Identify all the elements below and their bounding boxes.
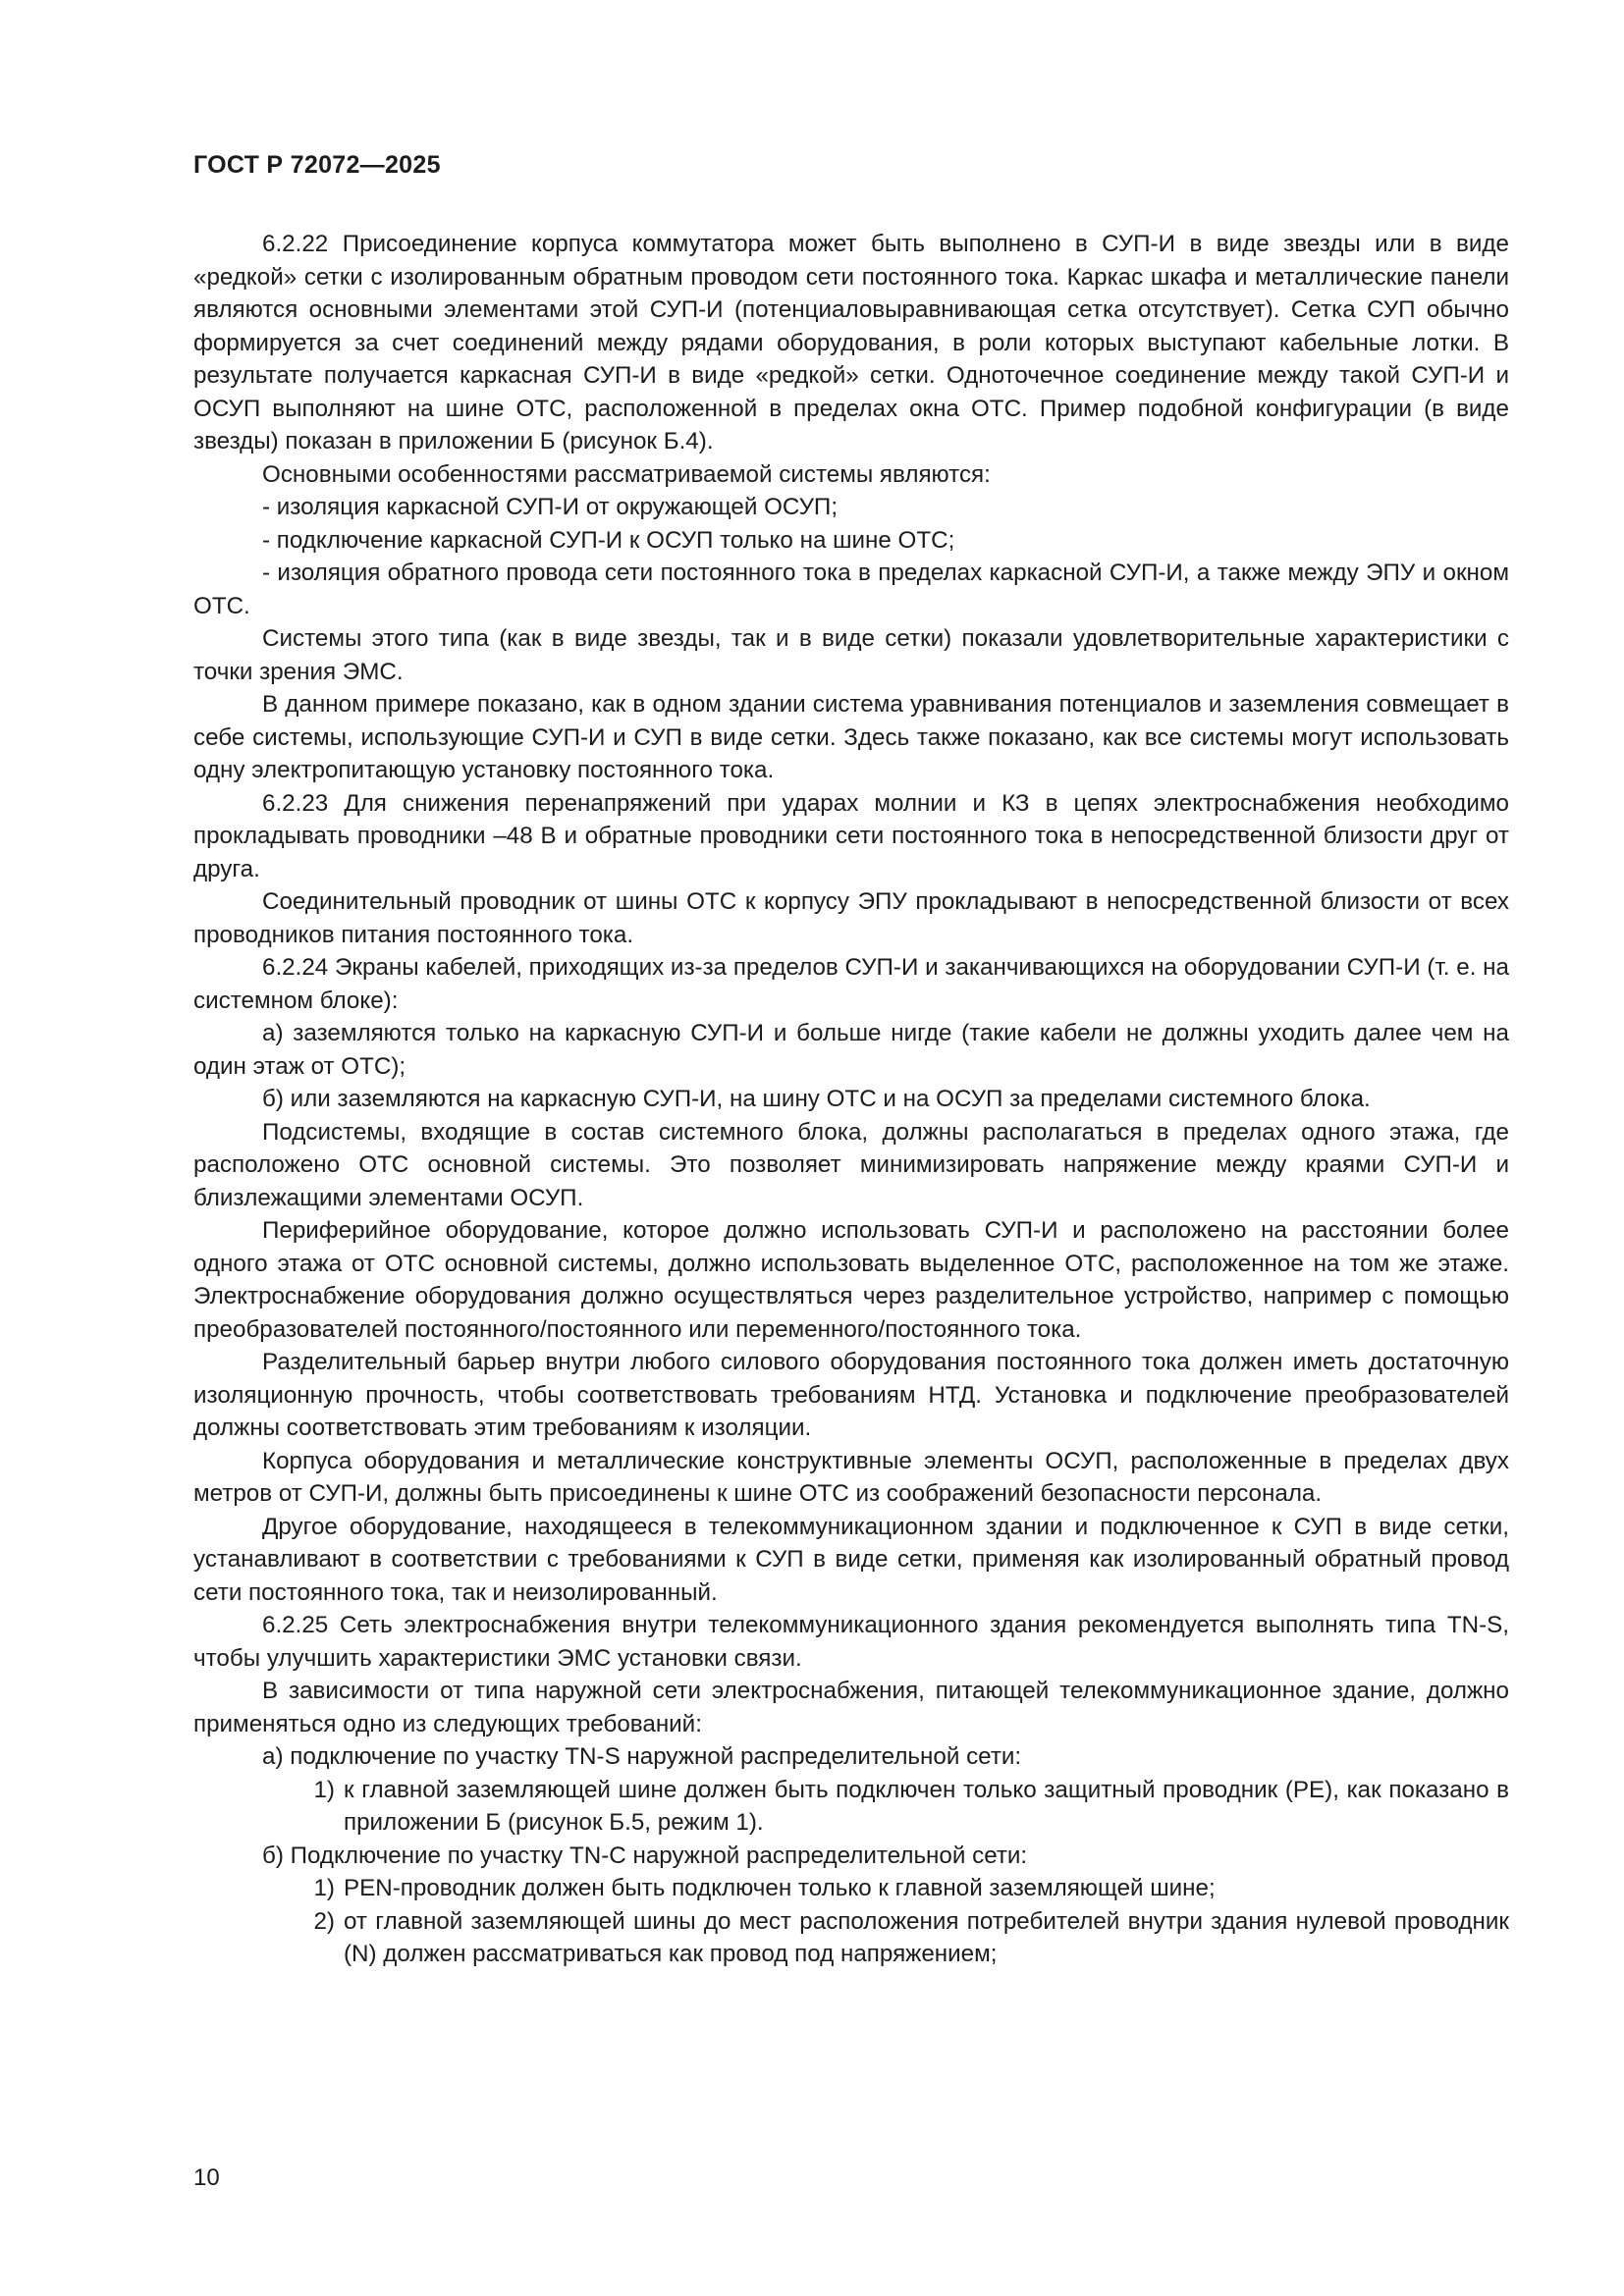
sub-list-number: 1) bbox=[313, 1776, 335, 1803]
page-number: 10 bbox=[193, 2164, 220, 2191]
paragraph-features-intro: Основными особенностями рассматриваемой системы являются: bbox=[262, 460, 991, 488]
bullet-item: - изоляция обратного провода сети постоянного тока в пределах каркасной СУП-И, а также между ЭПУ и окном ОТС. bbox=[193, 560, 1509, 619]
paragraph: Периферийное оборудование, которое должно использовать СУП-И и расположено на расстоянии более одного этажа от ОТС основной системы, должно использовать выделенное ОТС, расположенное на том же этаже. Электроснабжение оборудования должно осуществляться через разделительное устройство, например с помощью преобразователей постоянного/постоянного или переменного/постоянного тока. bbox=[193, 1217, 1509, 1343]
paragraph-6-2-25: 6.2.25 Сеть электроснабжения внутри телекоммуникационного здания рекомендуется выполнять типа TN-S, чтобы улучшить характеристики ЭМС установки связи. bbox=[193, 1612, 1509, 1672]
sub-list-text: к главной заземляющей шине должен быть подключен только защитный проводник (PE), как показано в приложении Б (рисунок Б.5, режим 1). bbox=[344, 1776, 1509, 1836]
list-item: а) заземляются только на каркасную СУП-И и больше нигде (такие кабели не должны уходить далее чем на один этаж от ОТС); bbox=[193, 1020, 1509, 1080]
sub-list-text: от главной заземляющей шины до мест расположения потребителей внутри здания нулевой проводник (N) должен рассматриваться как провод под напряжением; bbox=[344, 1907, 1509, 1967]
sub-list-number: 1) bbox=[313, 1875, 335, 1901]
paragraph: Корпуса оборудования и металлические конструктивные элементы ОСУП, расположенные в пределах двух метров от СУП-И, должны быть присоединены к шине ОТС из соображений безопасности персонала. bbox=[193, 1447, 1509, 1507]
paragraph-6-2-24: 6.2.24 Экраны кабелей, приходящих из-за пределов СУП-И и заканчивающихся на оборудовании СУП-И (т. е. на системном блоке): bbox=[193, 954, 1509, 1014]
paragraph-6-2-22: 6.2.22 Присоединение корпуса коммутатора может быть выполнено в СУП-И в виде звезды или в виде «редкой» сетки с изолированным обратным проводом сети постоянного тока. Каркас шкафа и металлические панели являются основными элементами этой СУП-И (потенциаловыравнивающая сетка отсутствует). Сетка СУП обычно формируется за счет соединений между рядами оборудования, в роли которых выступают кабельные лотки. В результате получается каркасная СУП-И в виде «редкой» сетки. Одноточечное соединение между такой СУП-И и ОСУП выполняют на шине ОТС, расположенной в пределах окна ОТС. Пример подобной конфигурации (в виде звезды) показан в приложении Б (рисунок Б.4). bbox=[193, 231, 1509, 454]
paragraph-6-2-23: 6.2.23 Для снижения перенапряжений при ударах молнии и КЗ в цепях электроснабжения необходимо прокладывать проводники –48 В и обратные проводники сети постоянного тока в непосредственной близости друг от друга. bbox=[193, 789, 1509, 882]
bullet-item: - подключение каркасной СУП-И к ОСУП только на шине ОТС; bbox=[262, 526, 955, 554]
sub-list-item bbox=[193, 1872, 1509, 1905]
list-item-a: а) подключение по участку TN-S наружной распределительной сети: bbox=[262, 1743, 1022, 1770]
paragraph: Подсистемы, входящие в состав системного блока, должны располагаться в пределах одного этажа, где расположено ОТС основной системы. Это позволяет минимизировать напряжение между краями СУП-И и близлежащими элементами ОСУП. bbox=[193, 1118, 1509, 1211]
paragraph: Соединительный проводник от шины ОТС к корпусу ЭПУ прокладывают в непосредственной близости от всех проводников питания постоянного тока. bbox=[193, 888, 1509, 948]
list-item: б) или заземляются на каркасную СУП-И, на шину ОТС и на ОСУП за пределами системного блока. bbox=[262, 1086, 1371, 1112]
sub-list-number: 2) bbox=[313, 1907, 335, 1935]
list-item-b: б) Подключение по участку TN-C наружной распределительной сети: bbox=[262, 1842, 1028, 1869]
paragraph: В данном примере показано, как в одном здании система уравнивания потенциалов и заземления совмещает в себе системы, использующие СУП-И и СУП в виде сетки. Здесь также показано, как все системы могут использовать одну электропитающую установку постоянного тока. bbox=[193, 691, 1509, 783]
document-body bbox=[193, 228, 1509, 1971]
paragraph: В зависимости от типа наружной сети электроснабжения, питающей телекоммуникационное здание, должно применяться одно из следующих требований: bbox=[193, 1678, 1509, 1737]
sub-list-item bbox=[193, 1774, 1509, 1840]
bullet-item: - изоляция каркасной СУП-И от окружающей ОСУП; bbox=[262, 494, 839, 520]
sub-list-item bbox=[193, 1905, 1509, 1971]
paragraph: Разделительный барьер внутри любого силового оборудования постоянного тока должен иметь достаточную изоляционную прочность, чтобы соответствовать требованиям НТД. Установка и подключение преобразователей должны соответствовать этим требованиям к изоляции. bbox=[193, 1349, 1509, 1441]
paragraph: Системы этого типа (как в виде звезды, так и в виде сетки) показали удовлетворительные характеристики с точки зрения ЭМС. bbox=[193, 625, 1509, 685]
sub-list-text: PEN-проводник должен быть подключен только к главной заземляющей шине; bbox=[344, 1875, 1216, 1901]
paragraph: Другое оборудование, находящееся в телекоммуникационном здании и подключенное к СУП в виде сетки, устанавливают в соответствии с требованиями к СУП в виде сетки, применяя как изолированный обратный провод сети постоянного тока, так и неизолированный. bbox=[193, 1513, 1509, 1606]
document-header-code: ГОСТ Р 72072—2025 bbox=[193, 151, 441, 179]
